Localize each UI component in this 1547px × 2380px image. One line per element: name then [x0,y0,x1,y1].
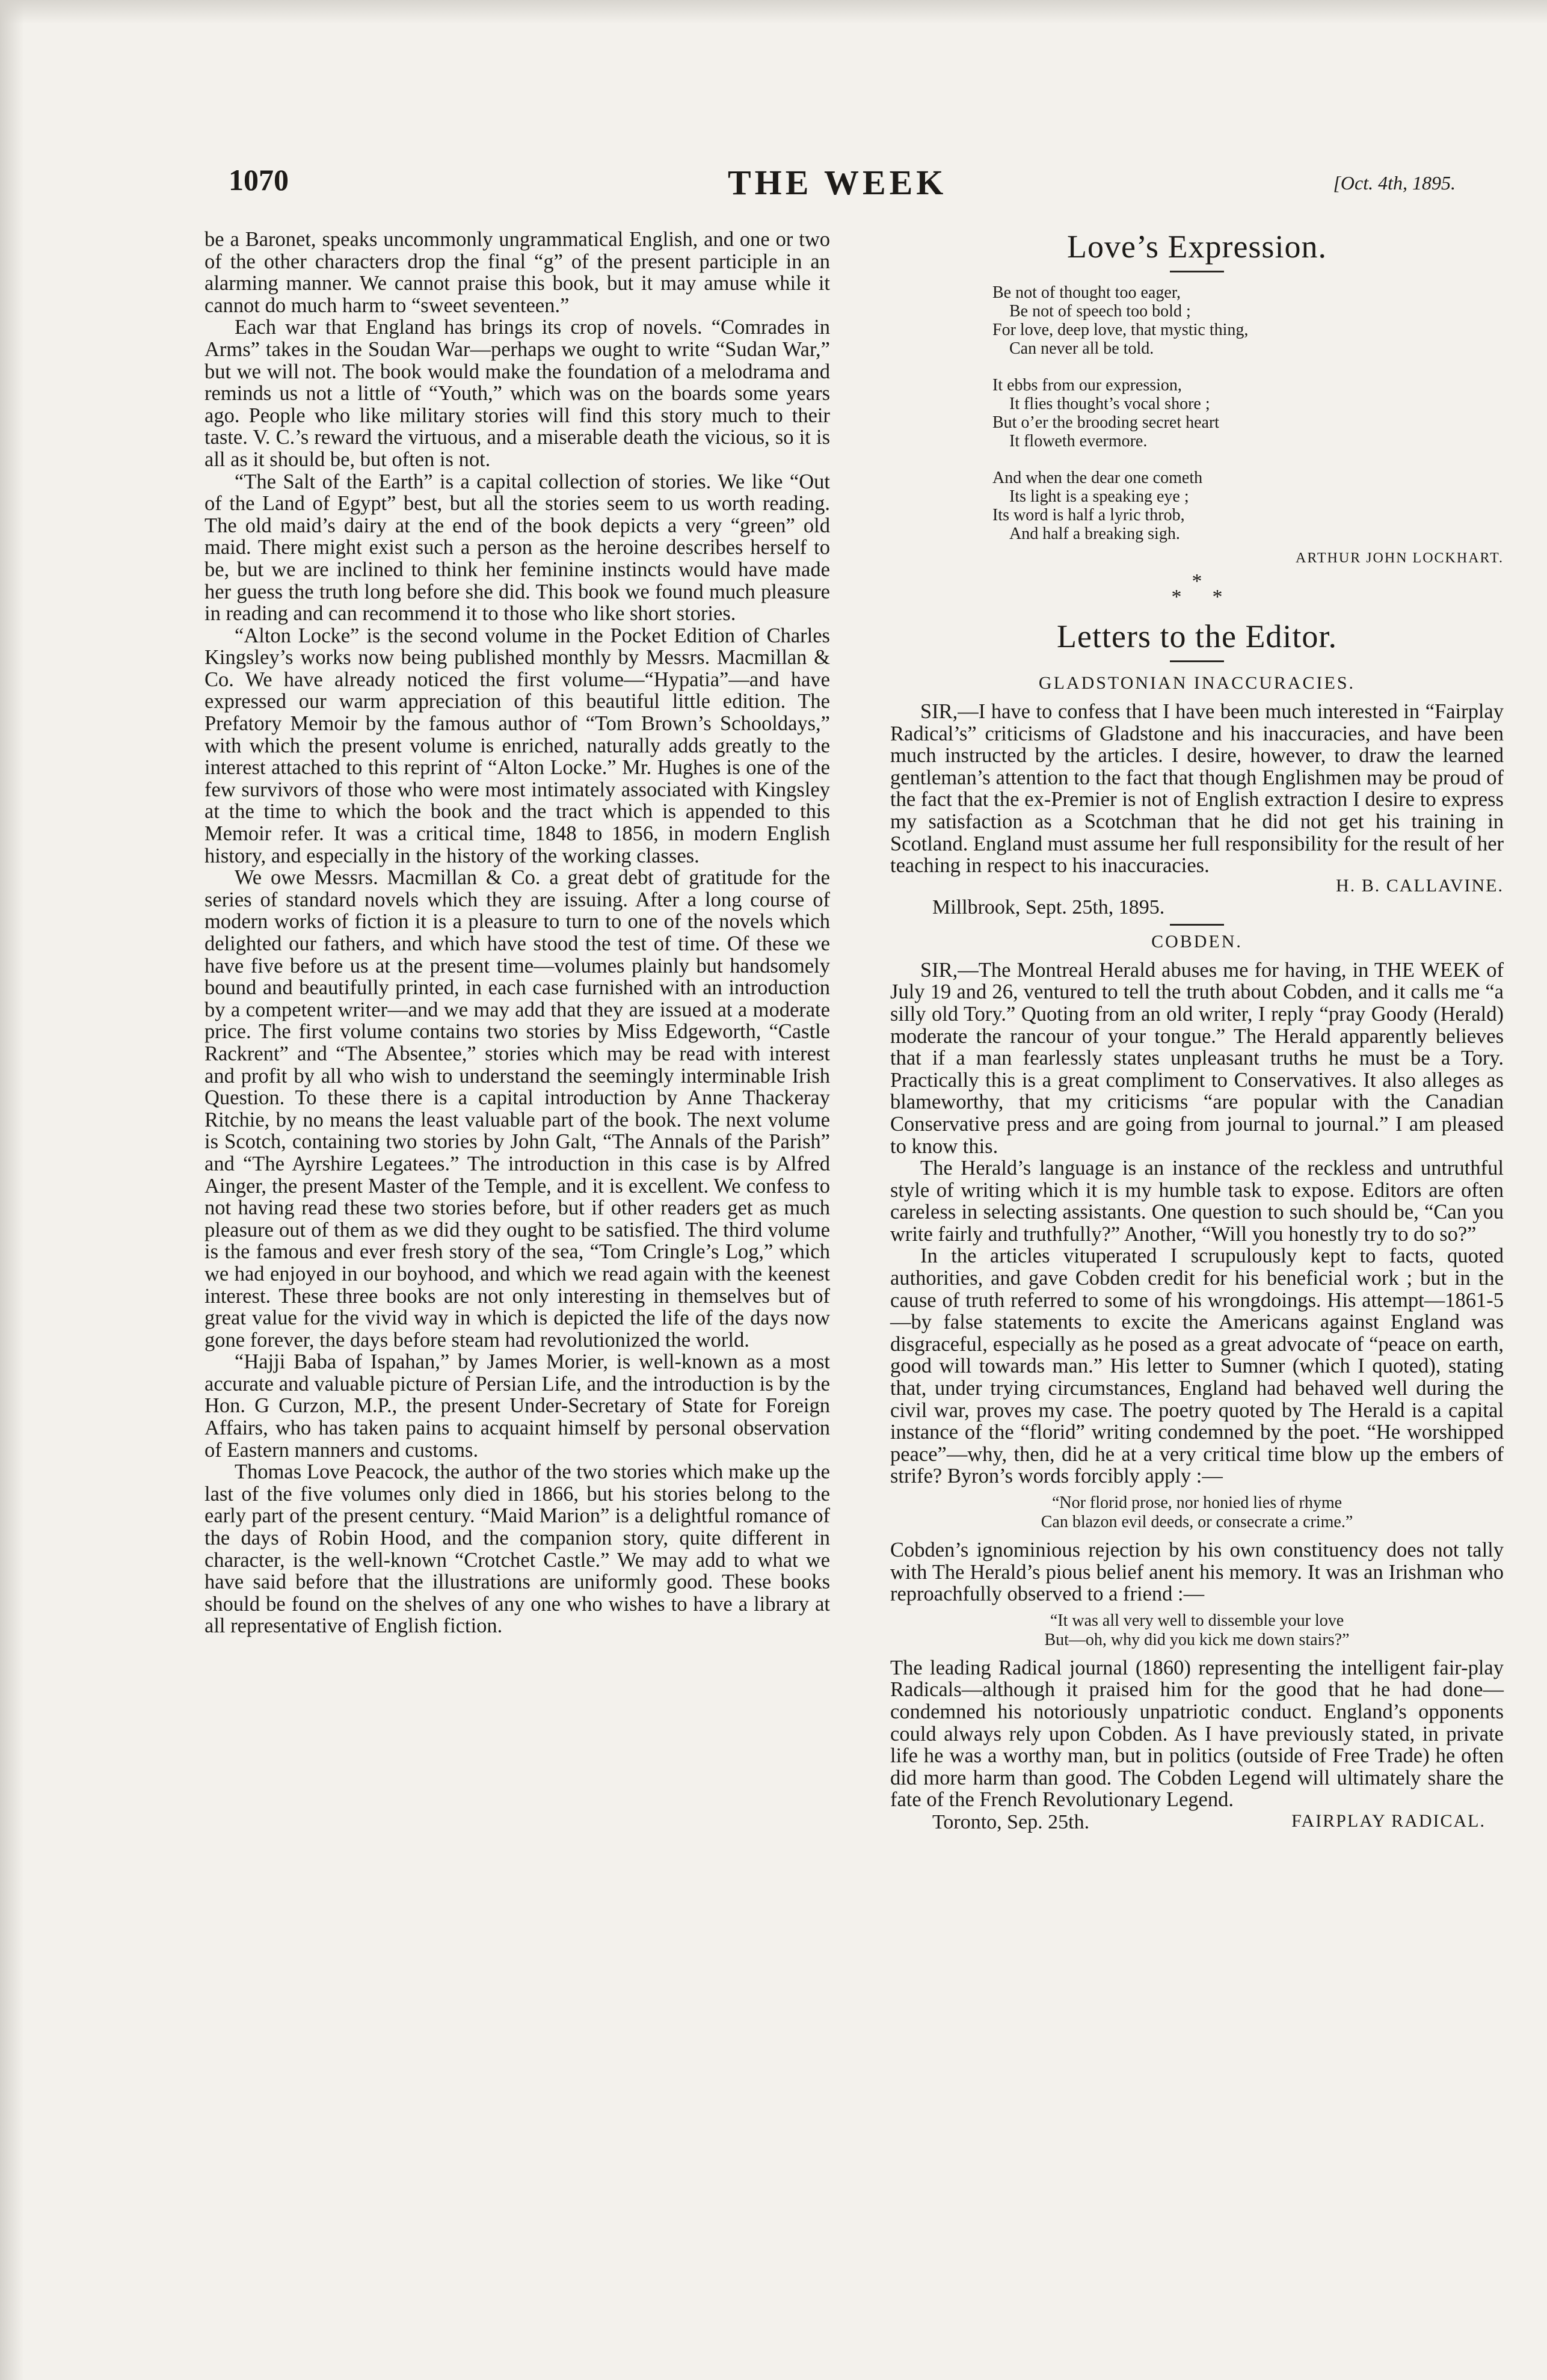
poem-author: ARTHUR JOHN LOCKHART. [1295,550,1504,566]
poem-line: Be not of speech too bold ; [1009,302,1191,321]
poem-line: And half a breaking sigh. [1009,524,1180,543]
letter-body: SIR,—I have to confess that I have been much interested in “Fairplay Radical’s” criticisms of Gladstone and his inaccuracies, and have been much instructed by the articles. I desire, however, to draw the learned gentleman’s attention to the fact that though Englishmen may be proud of the fact that the ex-Premier is not of English extraction I desire to express my satisfaction as a Scotchman that he did not get his training in Scotland. England must assume her full responsibility for the result of her teaching in respect to his inaccuracies. [890,700,1504,878]
letter-closing [890,1811,1504,1834]
quote-line: “It was all very well to dissemble your love [1050,1611,1344,1630]
review-paragraph: “Alton Locke” is the second volume in the Pocket Edition of Charles Kingsley’s works now being published monthly by Messrs. Macmillan & Co. We have already noticed the first volume—“Hypatia”—and have expressed our warm appreciation of this beautiful little edition. The Prefatory Memoir by the famous author of “Tom Brown’s Schooldays,” with which the present volume is enriched, naturally adds greatly to the interest attached to this reprint of “Alton Locke.” Mr. Hughes is one of the few survivors of those who were most intimately associated with Kingsley at the time to which the book and the tract which is appended to this Memoir refer. It was a critical time, 1848 to 1856, in modern English history, and especially in the history of the working classes. [205,624,830,867]
left-column [205,229,830,1637]
poem-line: Its word is half a lyric throb, [992,506,1185,524]
separator-star: * [1171,586,1182,608]
letter-dateline: Toronto, Sep. 25th. [932,1810,1090,1833]
letter-rule [1170,924,1224,926]
poem-line: It ebbs from our expression, [992,376,1182,395]
verse-quote [890,1611,1504,1650]
poem-line: And when the dear one cometh [992,469,1203,487]
title-rule [1170,660,1224,662]
letter-heading: COBDEN. [1151,931,1243,952]
letter-paragraph: SIR,—The Montreal Herald abuses me for having, in THE WEEK of July 19 and 26, ventured to tell the truth about Cobden, and it calls me “a silly old Tory.” Quoting from an old writer, I reply “pray Goody (Herald) moderate the rancour of your tongue.” The Herald apparently believes that if a man fearlessly states unpleasant truths he must be a Tory. Practically this is a great compliment to Conservatives. It also alleges as blameworthy, that my criticisms “are popular with the Canadian Conservative press and are going from journal to journal.” I am pleased to know this. [890,958,1504,1158]
review-paragraph: be a Baronet, speaks uncommonly ungrammatical English, and one or two of the other characters drop the final “g” of the present participle in an alarming manner. We cannot praise this book, but it may amuse while it cannot do much harm to “sweet seventeen.” [205,228,830,317]
poem-line: It flies thought’s vocal shore ; [1009,395,1210,413]
section-separator [890,570,1504,608]
poem-stanza [992,283,1504,358]
poem-line: For love, deep love, that mystic thing, [992,321,1249,339]
poem-line: It floweth evermore. [1009,432,1148,450]
title-rule [1170,271,1224,272]
separator-star: * [1192,570,1202,592]
running-title: THE WEEK [728,163,947,202]
letter-dateline: Millbrook, Sept. 25th, 1895. [932,896,1165,918]
letter-signature: FAIRPLAY RADICAL. [1291,1810,1486,1831]
letter-paragraph: The leading Radical journal (1860) representing the intelligent fair-play Radicals—although it praised him for the good that he had done—condemned his notoriously unpatriotic conduct. England’s opponents could always rely upon Cobden. As I have previously stated, in private life he was a worthy man, but in politics (outside of Free Trade) he often did more harm than good. The Cobden Legend will ultimately share the fate of the French Revolutionary Legend. [890,1656,1504,1812]
page-number: 1070 [229,163,289,197]
poem-stanza [992,376,1504,450]
review-paragraph: Each war that England has brings its crop of novels. “Comrades in Arms” takes in the Soudan War—perhaps we ought to write “Sudan War,” but we will not. The book would make the foundation of a melodrama and reminds us not a little of “Youth,” which was on the boards some years ago. People who like military stories will find this story much to their taste. V. C.’s reward the virtuous, and a miserable death the vicious, so it is all as it should be, but often is not. [205,316,830,471]
quote-line: Can blazon evil deeds, or consecrate a crime.” [1041,1513,1353,1531]
poem-line: But o’er the brooding secret heart [992,413,1220,432]
review-paragraph: Thomas Love Peacock, the author of the two stories which make up the last of the five volumes only died in 1866, but his stories belong to the early part of the present century. “Maid Marion” is a delightful romance of the days of Robin Hood, and the companion story, quite different in character, is the well-known “Crotchet Castle.” We may add to what we have said before that the illustrations are uniformly good. These books should be found on the shelves of any one who wishes to have a library at all representative of English fiction. [205,1460,830,1638]
right-column [890,229,1504,1834]
poem-title: Love’s Expression. [1067,229,1327,265]
letter-signature: H. B. CALLAVINE. [1336,875,1504,896]
letter-paragraph: The Herald’s language is an instance of the reckless and untruthful style of writing which it is my humble task to expose. Editors are often careless in selecting assistants. One question to such should be, “Can you write fairly and truthfully?” Another, “Will you honestly try to do so?” [890,1157,1504,1246]
review-paragraph: “The Salt of the Earth” is a capital collection of stories. We like “Out of the Land of Egypt” best, but all the stories seem to us worth reading. The old maid’s dairy at the end of the book depicts a very “green” old maid. There might exist such a person as the heroine describes herself to be, but we are inclined to think her feminine instincts would have made her guess the truth long before she did. This book we found much pleasure in reading and can recommend it to those who like short stories. [205,470,830,626]
poem [992,283,1504,543]
poem-stanza [992,469,1504,543]
review-paragraph: “Hajji Baba of Ispahan,” by James Morier, is well-known as a most accurate and valuable picture of Persian Life, and the introduction is by the Hon. G Curzon, M.P., the present Under-Secretary of State for Foreign Affairs, who has taken pains to acquaint himself by personal observation of Eastern manners and customs. [205,1350,830,1462]
issue-date: [Oct. 4th, 1895. [1333,172,1456,194]
letters-title: Letters to the Editor. [1057,618,1337,654]
scan-edge-left [0,0,24,2380]
review-paragraph: We owe Messrs. Macmillan & Co. a great debt of gratitude for the series of standard novels which they are issuing. After a long course of modern works of fiction it is a pleasure to turn to one of the novels which delighted our fathers, and which have stood the test of time. Of these we have five before us at the present time—volumes plainly but handsomely bound and beautifully printed, in each case furnished with an introduction by a competent writer—and we may add that they are issued at a moderate price. The first volume contains two stories by Miss Edgeworth, “Castle Rackrent” and “The Absentee,” stories which may be read with interest and profit by all who wish to understand the seemingly interminable Irish Question. To these there is a capital introduction by Anne Thackeray Ritchie, by no means the least valuable part of the book. The next volume is Scotch, containing two stories by John Galt, “The Annals of the Parish” and “The Ayrshire Legatees.” The introduction in this case is by Alfred Ainger, the present Master of the Temple, and it is excellent. We confess to not having read these two stories before, but if other readers get as much pleasure out of them as we did they ought to be satisfied. The third volume is the famous and ever fresh story of the sea, “Tom Cringle’s Log,” which we had enjoyed in our boyhood, and which we read again with the keenest interest. These three books are not only interesting in themselves but of great value for the vivid way in which is depicted the life of the days now gone forever, the days before steam had revolutionized the world. [205,866,830,1351]
letter-paragraph: In the articles vituperated I scrupulously kept to facts, quoted authorities, and gave Cobden credit for his beneficial work ; but in the cause of truth referred to some of his wrongdoings. His attempt—1861-5—by false statements to excite the Americans against England was disgraceful, especially as he posed as a great advocate of “peace on earth, good will towards man.” His letter to Sumner (which I quoted), stating that, under trying circumstances, England had behaved well during the civil war, proves my case. The poetry quoted by The Herald is a capital instance of the “florid” writing condemned by the poet. “He worshipped peace”—why, then, did he at a very critical time blow up the embers of strife? Byron’s words forcibly apply :— [890,1244,1504,1488]
poem-line: Its light is a speaking eye ; [1009,487,1189,506]
poem-line: Can never all be told. [1009,339,1154,358]
scan-edge-top [0,0,1547,24]
page-header [229,162,1456,217]
letter-heading: GLADSTONIAN INACCURACIES. [1038,673,1356,693]
separator-star: * [1212,586,1223,608]
verse-quote [890,1493,1504,1532]
quote-line: “Nor florid prose, nor honied lies of rhyme [1051,1493,1342,1512]
quote-line: But—oh, why did you kick me down stairs?” [1044,1630,1350,1649]
letter-paragraph: Cobden’s ignominious rejection by his own constituency does not tally with The Herald’s pious belief anent his memory. It was an Irishman who reproachfully observed to a friend :— [890,1539,1504,1606]
poem-line: Be not of thought too eager, [992,283,1181,302]
